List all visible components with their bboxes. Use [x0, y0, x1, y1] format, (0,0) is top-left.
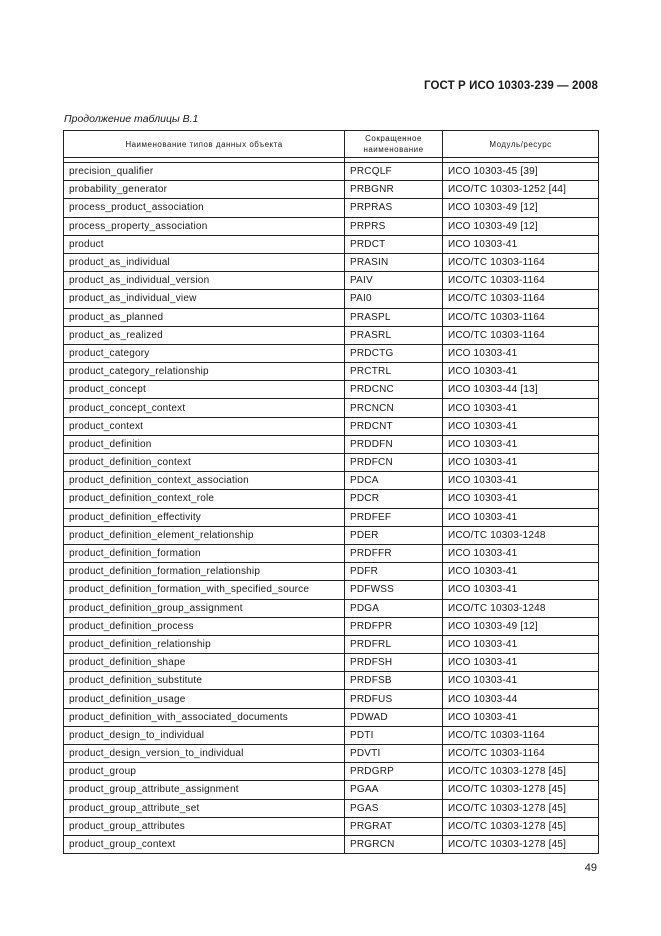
cell-module: ИСО/ТС 10303-1252 [44] [443, 181, 599, 199]
cell-short-name: PRCNCN [345, 399, 443, 417]
cell-entity-name: probability_generator [64, 181, 345, 199]
cell-short-name: PAI0 [345, 290, 443, 308]
cell-short-name: PDTI [345, 726, 443, 744]
cell-short-name: PRDFFR [345, 544, 443, 562]
column-header-entity-name: Наименование типов данных объекта [64, 131, 345, 158]
cell-entity-name: product_definition_process [64, 617, 345, 635]
table-row [64, 417, 599, 435]
cell-module: ИСО/ТС 10303-1278 [45] [443, 763, 599, 781]
cell-short-name: PRDCT [345, 235, 443, 253]
cell-module: ИСО 10303-49 [12] [443, 217, 599, 235]
cell-entity-name: product [64, 235, 345, 253]
table-row [64, 181, 599, 199]
table-row [64, 635, 599, 653]
table-row [64, 745, 599, 763]
table-row [64, 544, 599, 562]
cell-module: ИСО/ТС 10303-1164 [443, 290, 599, 308]
cell-short-name: PRDFPR [345, 617, 443, 635]
cell-short-name: PRPRS [345, 217, 443, 235]
cell-module: ИСО 10303-41 [443, 708, 599, 726]
table-row [64, 599, 599, 617]
cell-module: ИСО 10303-41 [443, 344, 599, 362]
table-row [64, 363, 599, 381]
table-row [64, 235, 599, 253]
cell-module: ИСО 10303-41 [443, 417, 599, 435]
entity-table [63, 130, 599, 854]
cell-short-name: PRDFEF [345, 508, 443, 526]
cell-short-name: PGAS [345, 799, 443, 817]
cell-module: ИСО 10303-41 [443, 635, 599, 653]
table-row [64, 472, 599, 490]
cell-entity-name: product_as_individual_version [64, 272, 345, 290]
cell-module: ИСО 10303-41 [443, 563, 599, 581]
cell-entity-name: product_definition_element_relationship [64, 526, 345, 544]
table-row [64, 672, 599, 690]
cell-entity-name: product_group_attributes [64, 817, 345, 835]
cell-short-name: PRDCNC [345, 381, 443, 399]
cell-entity-name: product_definition_relationship [64, 635, 345, 653]
table-row [64, 454, 599, 472]
cell-module: ИСО 10303-41 [443, 363, 599, 381]
table-row [64, 781, 599, 799]
cell-short-name: PRCQLF [345, 163, 443, 181]
column-header-short-name: Сокращенное наименование [345, 131, 443, 158]
cell-entity-name: product_group_attribute_assignment [64, 781, 345, 799]
table-row [64, 490, 599, 508]
cell-entity-name: product_definition_formation_with_specified_source [64, 581, 345, 599]
table-row [64, 690, 599, 708]
cell-short-name: PRDFCN [345, 454, 443, 472]
table-row [64, 381, 599, 399]
cell-module: ИСО/ТС 10303-1248 [443, 526, 599, 544]
cell-module: ИСО 10303-45 [39] [443, 163, 599, 181]
table-row [64, 344, 599, 362]
cell-module: ИСО 10303-44 [443, 690, 599, 708]
cell-short-name: PDFR [345, 563, 443, 581]
cell-entity-name: product_design_version_to_individual [64, 745, 345, 763]
table-row [64, 763, 599, 781]
cell-short-name: PRASIN [345, 253, 443, 271]
table-row [64, 399, 599, 417]
cell-short-name: PDVTI [345, 745, 443, 763]
cell-entity-name: process_property_association [64, 217, 345, 235]
table-row [64, 308, 599, 326]
table-row [64, 199, 599, 217]
cell-short-name: PRCTRL [345, 363, 443, 381]
table-row [64, 435, 599, 453]
table-row [64, 526, 599, 544]
cell-entity-name: product_definition_formation [64, 544, 345, 562]
cell-module: ИСО 10303-41 [443, 581, 599, 599]
cell-short-name: PRBGNR [345, 181, 443, 199]
table-row [64, 272, 599, 290]
cell-short-name: PRGRAT [345, 817, 443, 835]
cell-short-name: PRDFRL [345, 635, 443, 653]
cell-short-name: PRGRCN [345, 835, 443, 853]
cell-module: ИСО/ТС 10303-1164 [443, 272, 599, 290]
cell-entity-name: product_definition_usage [64, 690, 345, 708]
cell-entity-name: product_definition_effectivity [64, 508, 345, 526]
cell-short-name: PGAA [345, 781, 443, 799]
cell-entity-name: product_group_attribute_set [64, 799, 345, 817]
table-header-row [64, 131, 599, 158]
cell-entity-name: product_design_to_individual [64, 726, 345, 744]
cell-module: ИСО/ТС 10303-1164 [443, 326, 599, 344]
cell-module: ИСО/ТС 10303-1278 [45] [443, 817, 599, 835]
table-row [64, 581, 599, 599]
standard-header: ГОСТ Р ИСО 10303-239 — 2008 [423, 80, 598, 92]
cell-short-name: PRASPL [345, 308, 443, 326]
cell-entity-name: precision_qualifier [64, 163, 345, 181]
cell-entity-name: product_category_relationship [64, 363, 345, 381]
cell-entity-name: product_category [64, 344, 345, 362]
cell-short-name: PRDFUS [345, 690, 443, 708]
cell-module: ИСО 10303-41 [443, 508, 599, 526]
cell-short-name: PRASRL [345, 326, 443, 344]
cell-entity-name: product_group_context [64, 835, 345, 853]
table-row [64, 617, 599, 635]
table-row [64, 508, 599, 526]
cell-module: ИСО 10303-41 [443, 654, 599, 672]
cell-module: ИСО 10303-41 [443, 454, 599, 472]
cell-short-name: PRDDFN [345, 435, 443, 453]
cell-entity-name: product_as_realized [64, 326, 345, 344]
cell-short-name: PDCR [345, 490, 443, 508]
cell-module: ИСО 10303-41 [443, 672, 599, 690]
cell-module: ИСО/ТС 10303-1164 [443, 308, 599, 326]
cell-short-name: PDER [345, 526, 443, 544]
cell-entity-name: product_definition_context_association [64, 472, 345, 490]
table-row [64, 708, 599, 726]
cell-short-name: PAIV [345, 272, 443, 290]
cell-short-name: PRDGRP [345, 763, 443, 781]
cell-entity-name: product_definition_context [64, 454, 345, 472]
cell-entity-name: product_as_planned [64, 308, 345, 326]
cell-module: ИСО/ТС 10303-1278 [45] [443, 781, 599, 799]
cell-entity-name: product_definition_with_associated_documents [64, 708, 345, 726]
cell-module: ИСО 10303-41 [443, 235, 599, 253]
cell-module: ИСО/ТС 10303-1248 [443, 599, 599, 617]
cell-short-name: PRPRAS [345, 199, 443, 217]
cell-entity-name: product_as_individual [64, 253, 345, 271]
cell-short-name: PRDFSH [345, 654, 443, 672]
page-number: 49 [584, 862, 597, 874]
cell-module: ИСО 10303-44 [13] [443, 381, 599, 399]
cell-module: ИСО 10303-49 [12] [443, 199, 599, 217]
cell-module: ИСО/ТС 10303-1164 [443, 726, 599, 744]
cell-entity-name: product_definition_formation_relationship [64, 563, 345, 581]
cell-entity-name: process_product_association [64, 199, 345, 217]
cell-module: ИСО/ТС 10303-1278 [45] [443, 799, 599, 817]
cell-entity-name: product_group [64, 763, 345, 781]
table-row [64, 163, 599, 181]
cell-entity-name: product_definition_substitute [64, 672, 345, 690]
cell-entity-name: product_concept_context [64, 399, 345, 417]
cell-module: ИСО 10303-49 [12] [443, 617, 599, 635]
table-row [64, 253, 599, 271]
cell-module: ИСО/ТС 10303-1164 [443, 745, 599, 763]
cell-module: ИСО/ТС 10303-1278 [45] [443, 835, 599, 853]
table-row [64, 817, 599, 835]
table-caption: Продолжение таблицы В.1 [64, 113, 199, 125]
cell-module: ИСО 10303-41 [443, 435, 599, 453]
cell-entity-name: product_definition_shape [64, 654, 345, 672]
cell-short-name: PRDFSB [345, 672, 443, 690]
cell-entity-name: product_definition_group_assignment [64, 599, 345, 617]
cell-short-name: PRDCTG [345, 344, 443, 362]
cell-short-name: PRDCNT [345, 417, 443, 435]
cell-module: ИСО 10303-41 [443, 544, 599, 562]
table-row [64, 217, 599, 235]
cell-entity-name: product_definition [64, 435, 345, 453]
table-row [64, 563, 599, 581]
cell-module: ИСО 10303-41 [443, 490, 599, 508]
cell-module: ИСО/ТС 10303-1164 [443, 253, 599, 271]
cell-entity-name: product_as_individual_view [64, 290, 345, 308]
cell-module: ИСО 10303-41 [443, 472, 599, 490]
table-row [64, 726, 599, 744]
table-row [64, 799, 599, 817]
cell-entity-name: product_context [64, 417, 345, 435]
table-row [64, 654, 599, 672]
table-row [64, 835, 599, 853]
cell-module: ИСО 10303-41 [443, 399, 599, 417]
cell-short-name: PDFWSS [345, 581, 443, 599]
cell-short-name: PDWAD [345, 708, 443, 726]
cell-entity-name: product_concept [64, 381, 345, 399]
cell-short-name: PDGA [345, 599, 443, 617]
column-header-module: Модуль/ресурс [443, 131, 599, 158]
table-row [64, 290, 599, 308]
table-row [64, 326, 599, 344]
cell-entity-name: product_definition_context_role [64, 490, 345, 508]
cell-short-name: PDCA [345, 472, 443, 490]
